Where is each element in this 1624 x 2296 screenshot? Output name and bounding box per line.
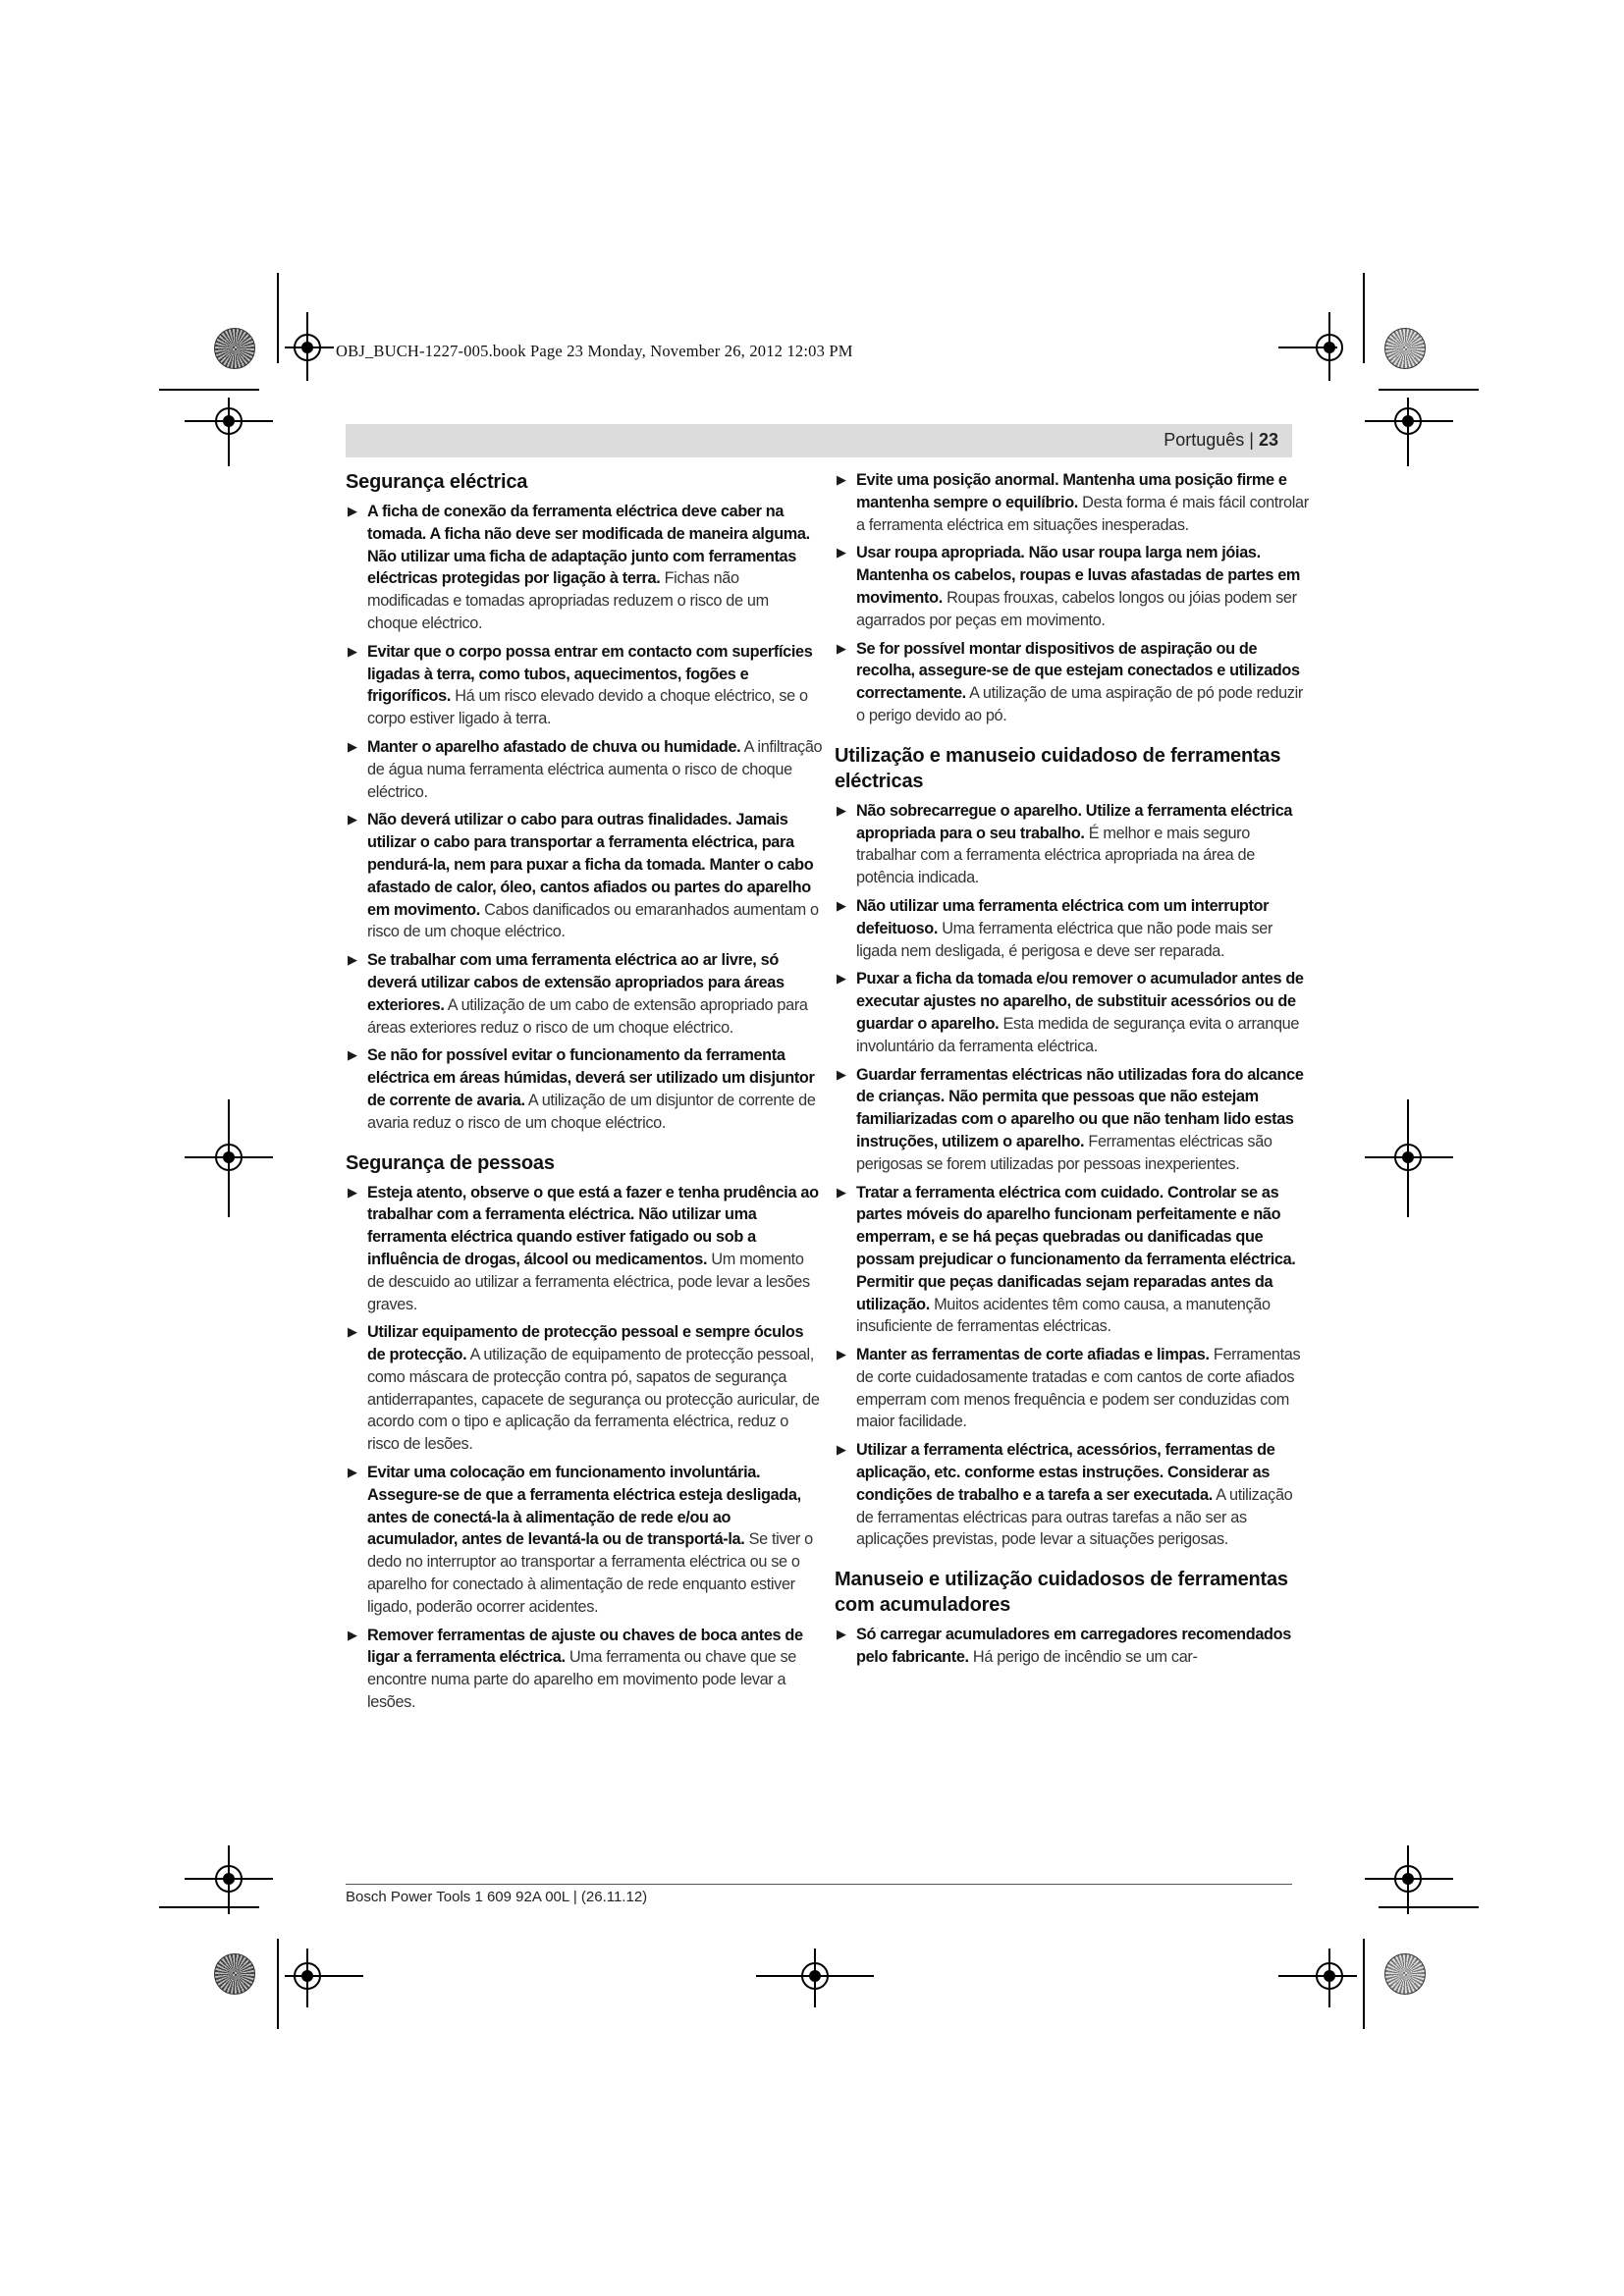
list-item: [346, 1044, 823, 1134]
bullet-icon: ▶: [837, 545, 846, 561]
crop-line: [1328, 1949, 1330, 2007]
item-emphasis: Se não for possível evitar o funcionamento da ferramenta eléctrica em áreas húmidas, deverá ser utilizado um disjuntor de corrente de avaria.: [367, 1046, 815, 1109]
list-item: [346, 1182, 823, 1316]
bullet-icon: ▶: [837, 472, 846, 487]
item-text: Desta forma é mais fácil controlar a ferramenta eléctrica em situações inesperadas.: [856, 493, 1309, 534]
item-emphasis: Utilizar a ferramenta eléctrica, acessórios, ferramentas de aplicação, etc. conforme estas instruções. Considerar as condições de trabalho e a tarefa a ser executada.: [856, 1441, 1275, 1504]
registration-mark: [215, 407, 243, 435]
item-text: Há um risco elevado devido a choque eléctrico, se o corpo estiver ligado à terra.: [367, 687, 808, 728]
list-item: [346, 501, 823, 635]
bullet-icon: ▶: [837, 640, 846, 656]
registration-mark: [1394, 407, 1422, 435]
item-emphasis: Manter o aparelho afastado de chuva ou humidade.: [367, 737, 741, 756]
section-heading: Utilização e manuseio cuidadoso de ferramentas eléctricas: [835, 744, 1281, 792]
section-heading: Segurança eléctrica: [346, 471, 528, 493]
section-heading: Manuseio e utilização cuidadosos de ferramentas com acumuladores: [835, 1569, 1288, 1617]
item-emphasis: Guardar ferramentas eléctricas não utilizadas fora do alcance de crianças. Não permita que pessoas que não estejam familiarizadas com o aparelho ou que não tenham lido estas instruções, utilizem o aparelho.: [856, 1065, 1304, 1150]
bullet-icon: ▶: [348, 1047, 357, 1063]
item-text: É melhor e mais seguro trabalhar com a ferramenta eléctrica apropriada na área de potência indicada.: [856, 824, 1255, 887]
list-item: [835, 968, 1310, 1057]
item-emphasis: Se for possível montar dispositivos de aspiração ou de recolha, assegure-se de que estejam conectados e utilizados correctamente.: [856, 639, 1300, 703]
page-header-bar: [346, 424, 1292, 457]
color-disc-bottom-left: [214, 1953, 255, 1995]
footer-rule: [346, 1884, 1292, 1885]
list-item: [835, 542, 1310, 631]
item-text: A utilização de uma aspiração de pó pode reduzir o perigo devido ao pó.: [856, 684, 1303, 724]
item-emphasis: A ficha de conexão da ferramenta eléctrica deve caber na tomada. A ficha não deve ser modificada de maneira alguma. Não utilizar uma ficha de adaptação junto com ferramentas eléctricas protegidas por ligação à terra.: [367, 503, 810, 588]
item-text: A infiltração de água numa ferramenta eléctrica aumenta o risco de choque eléctrico.: [367, 737, 823, 801]
bullet-icon: ▶: [348, 738, 357, 754]
item-text: A utilização de equipamento de protecção pessoal, como máscara de protecção contra pó, sapatos de segurança antiderrapantes, capacete de segurança ou protecção auricular, de acordo com o tipo e aplicação da ferramenta eléctrica, reduz o risco de lesões.: [367, 1346, 820, 1454]
item-emphasis: Manter as ferramentas de corte afiadas e limpas.: [856, 1346, 1210, 1364]
bullet-icon: ▶: [348, 504, 357, 518]
page-number: 23: [1258, 430, 1278, 450]
crop-line: [306, 1949, 308, 2007]
header-language: Português: [1164, 430, 1245, 450]
bullet-icon: ▶: [348, 1324, 357, 1340]
section-heading: Segurança de pessoas: [346, 1151, 555, 1174]
list-item: [835, 1344, 1310, 1433]
item-text: Esta medida de segurança evita o arranque involuntário da ferramenta eléctrica.: [856, 1014, 1300, 1055]
item-text: Muitos acidentes têm como causa, a manutenção insuficiente de ferramentas eléctricas.: [856, 1295, 1271, 1336]
crop-line: [306, 312, 308, 381]
item-emphasis: Não utilizar uma ferramenta eléctrica com um interruptor defeituoso.: [856, 896, 1270, 937]
item-emphasis: Evitar uma colocação em funcionamento involuntária. Assegure-se de que a ferramenta eléctrica esteja desligada, antes de conectá-la à alimentação de rede e/ou ao acumulador, antes de levantá-la ou de transportá-la.: [367, 1464, 801, 1549]
color-disc-top-right: [1384, 328, 1426, 369]
trim-line: [1379, 389, 1479, 391]
bullet-icon: ▶: [837, 1066, 846, 1082]
page-header-label: [1164, 430, 1278, 451]
item-text: A utilização de um cabo de extensão apropriado para áreas exteriores reduz o risco de um choque eléctrico.: [367, 995, 808, 1037]
list-item: [835, 1624, 1310, 1669]
crop-line: [277, 1939, 279, 2029]
list-item: [835, 1182, 1310, 1339]
item-text: Uma ferramenta ou chave que se encontre numa parte do aparelho em movimento pode levar a lesões.: [367, 1648, 796, 1712]
bullet-icon: ▶: [348, 643, 357, 659]
crop-line: [814, 1949, 816, 2007]
item-emphasis: Utilizar equipamento de protecção pessoal e sempre óculos de protecção.: [367, 1323, 804, 1364]
book-info-line: OBJ_BUCH-1227-005.book Page 23 Monday, November 26, 2012 12:03 PM: [336, 342, 853, 360]
bullet-icon: ▶: [837, 1347, 846, 1362]
bullet-icon: ▶: [837, 1442, 846, 1458]
bullet-icon: ▶: [348, 952, 357, 968]
list-item: [346, 1321, 823, 1456]
list-item: [346, 809, 823, 943]
registration-mark: [1394, 1865, 1422, 1893]
item-emphasis: Só carregar acumuladores em carregadores recomendados pelo fabricante.: [856, 1626, 1291, 1667]
item-emphasis: Não deverá utilizar o cabo para outras finalidades. Jamais utilizar o cabo para transportar a ferramenta eléctrica, para pendurá-la, nem para puxar a ficha da tomada. Manter o cabo afastado de calor, óleo, cantos afiados ou partes do aparelho em movimento.: [367, 811, 814, 919]
crop-line: [1363, 273, 1365, 363]
item-text: Ferramentas de corte cuidadosamente tratadas e com cantos de corte afiados emperram com menos frequência e podem ser conduzidas com maior facilidade.: [856, 1346, 1301, 1431]
right-column: [835, 469, 1310, 1675]
list-item: [835, 895, 1310, 962]
crop-line: [1363, 1939, 1365, 2029]
item-text: Roupas frouxas, cabelos longos ou jóias podem ser agarrados por peças em movimento.: [856, 588, 1297, 629]
trim-line: [1379, 1906, 1479, 1908]
registration-mark: [1394, 1144, 1422, 1171]
bullet-icon: ▶: [837, 971, 846, 987]
bullet-icon: ▶: [837, 897, 846, 913]
registration-mark: [215, 1144, 243, 1171]
bullet-icon: ▶: [348, 1627, 357, 1642]
list-item: [835, 1439, 1310, 1551]
bullet-icon: ▶: [348, 1465, 357, 1480]
item-text: Fichas não modificadas e tomadas apropriadas reduzem o risco de um choque eléctrico.: [367, 569, 769, 632]
header-separator: |: [1244, 430, 1259, 450]
list-item: [835, 1064, 1310, 1176]
list-item: [835, 638, 1310, 727]
item-emphasis: Evite uma posição anormal. Mantenha uma posição firme e mantenha sempre o equilíbrio.: [856, 471, 1287, 511]
bullet-icon: ▶: [837, 1184, 846, 1200]
item-text: A utilização de ferramentas eléctricas para outras tarefas a não ser as aplicações previstas, pode levar a situações perigosas.: [856, 1485, 1293, 1549]
list-item: [835, 800, 1310, 889]
item-emphasis: Tratar a ferramenta eléctrica com cuidado. Controlar se as partes móveis do aparelho funcionam perfeitamente e não emperram, e se há peças quebradas ou danificadas que possam prejudicar o funcionamento da ferramenta eléctrica. Permitir que peças danificadas sejam reparadas antes da utilização.: [856, 1183, 1296, 1313]
trim-line: [159, 389, 259, 391]
item-text: Uma ferramenta eléctrica que não pode mais ser ligada nem desligada, é perigosa e deve ser reparada.: [856, 919, 1273, 960]
registration-mark: [215, 1865, 243, 1893]
list-item: [346, 949, 823, 1039]
color-disc-top-left: [214, 328, 255, 369]
item-text: Ferramentas eléctricas são perigosas se forem utilizadas por pessoas inexperientes.: [856, 1132, 1272, 1173]
bullet-icon: ▶: [348, 1184, 357, 1200]
item-emphasis: Evitar que o corpo possa entrar em contacto com superfícies ligadas à terra, como tubos, aquecimentos, fogões e frigoríficos.: [367, 642, 813, 706]
item-text: Cabos danificados ou emaranhados aumentam o risco de um choque eléctrico.: [367, 900, 819, 941]
item-text: Há perigo de incêndio se um car-: [972, 1648, 1198, 1667]
item-text: Um momento de descuido ao utilizar a ferramenta eléctrica, pode levar a lesões graves.: [367, 1250, 810, 1313]
item-emphasis: Remover ferramentas de ajuste ou chaves de boca antes de ligar a ferramenta eléctrica.: [367, 1626, 803, 1667]
list-item: [346, 736, 823, 803]
trim-line: [159, 1906, 259, 1908]
list-item: [346, 1625, 823, 1714]
left-column: [346, 469, 823, 1720]
crop-line: [277, 273, 279, 363]
bullet-icon: ▶: [837, 1627, 846, 1642]
item-emphasis: Usar roupa apropriada. Não usar roupa larga nem jóias. Mantenha os cabelos, roupas e luvas afastadas de partes em movimento.: [856, 544, 1301, 607]
page-footer: Bosch Power Tools 1 609 92A 00L | (26.11.12): [346, 1889, 648, 1905]
item-emphasis: Esteja atento, observe o que está a fazer e tenha prudência ao trabalhar com a ferramenta eléctrica. Não utilizar uma ferramenta eléctrica quando estiver fatigado ou sob a influência de drogas, álcool ou medicamentos.: [367, 1183, 819, 1268]
item-text: A utilização de um disjuntor de corrente de avaria reduz o risco de um choque eléctrico.: [367, 1091, 816, 1132]
item-emphasis: Não sobrecarregue o aparelho. Utilize a ferramenta eléctrica apropriada para o seu trabalho.: [856, 801, 1293, 842]
item-text: Se tiver o dedo no interruptor ao transportar a ferramenta eléctrica ou se o aparelho for conectado à alimentação de rede enquanto estiver ligado, poderão ocorrer acidentes.: [367, 1530, 813, 1616]
list-item: [346, 1462, 823, 1619]
bullet-icon: ▶: [348, 812, 357, 828]
color-disc-bottom-right: [1384, 1953, 1426, 1995]
list-item: [346, 641, 823, 730]
bullet-icon: ▶: [837, 802, 846, 818]
item-emphasis: Se trabalhar com uma ferramenta eléctrica ao ar livre, só deverá utilizar cabos de extensão apropriados para áreas exteriores.: [367, 951, 785, 1014]
crop-line: [1328, 312, 1330, 381]
list-item: [835, 469, 1310, 536]
item-emphasis: Puxar a ficha da tomada e/ou remover o acumulador antes de executar ajustes no aparelho, de substituir acessórios ou de guardar o aparelho.: [856, 970, 1304, 1033]
